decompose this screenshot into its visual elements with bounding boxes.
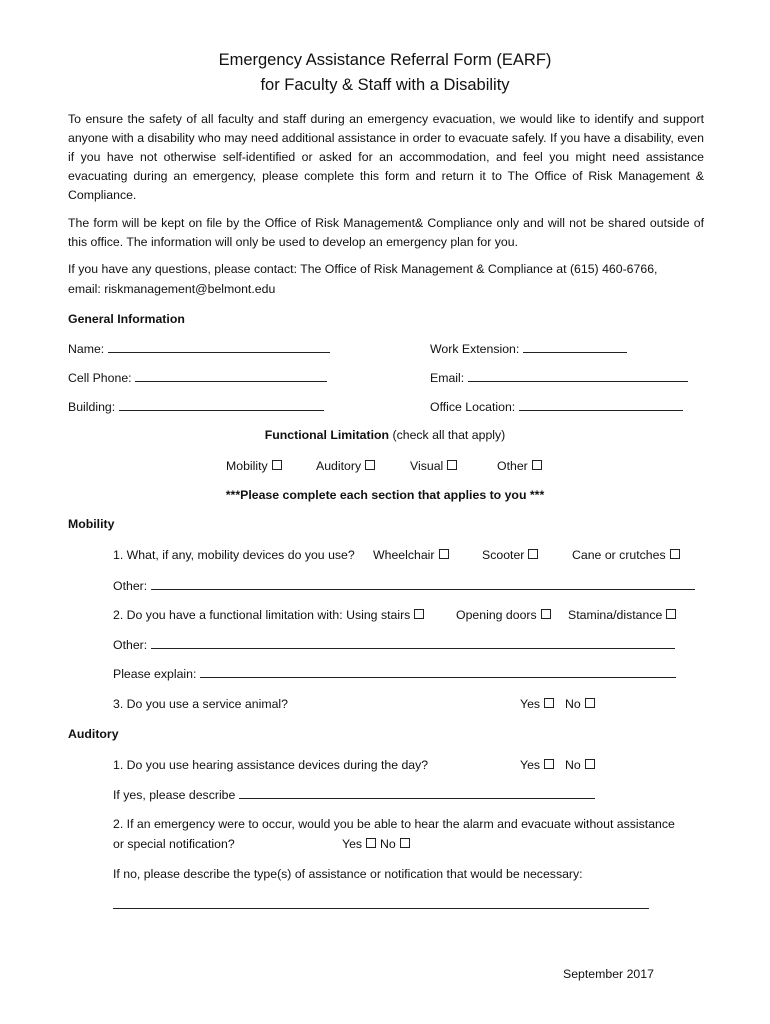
limitation-other-checkbox[interactable] bbox=[532, 460, 542, 470]
stamina-distance-checkbox[interactable] bbox=[666, 609, 676, 619]
auditory-q3-answer-row bbox=[113, 897, 649, 912]
hear-alarm-no-label: No bbox=[380, 837, 396, 851]
contact-line: If you have any questions, please contact: The Office of Risk Management & Compliance at (615) 460-6766, bbox=[68, 262, 658, 276]
mobility-explain-field[interactable] bbox=[200, 666, 676, 678]
mobility-q2-row bbox=[113, 608, 424, 622]
mobility-q1: 1. What, if any, mobility devices do you use? bbox=[113, 548, 355, 562]
scooter-checkbox[interactable] bbox=[528, 549, 538, 559]
hearing-devices-no-label: No bbox=[565, 758, 581, 772]
wheelchair-option[interactable] bbox=[373, 548, 449, 562]
hear-alarm-no-checkbox[interactable] bbox=[400, 838, 410, 848]
intro-paragraph-1: To ensure the safety of all faculty and staff during an emergency evacuation, we would like to identify and support anyone with a disability who may need additional assistance in order to evacuate safely. If you have a disability, even if you have not otherwise self-identified or asked for an accommodation, and feel you might need assistance evacuating during an emergency, please complete this form and return it to The Office of Risk Management & Compliance. bbox=[68, 112, 704, 202]
cell-phone-row bbox=[68, 370, 327, 385]
opening-doors-label: Opening doors bbox=[456, 608, 537, 622]
email-label: Email: bbox=[430, 371, 465, 385]
functional-limitation-heading: Functional Limitation bbox=[264, 428, 390, 442]
auditory-q3-answer-field[interactable] bbox=[113, 897, 649, 909]
office-location-row bbox=[430, 399, 683, 414]
limitation-other-option[interactable] bbox=[497, 459, 542, 473]
using-stairs-checkbox[interactable] bbox=[414, 609, 424, 619]
cell-phone-label: Cell Phone: bbox=[68, 371, 132, 385]
limitation-auditory-option[interactable] bbox=[316, 459, 375, 473]
building-label: Building: bbox=[68, 400, 116, 414]
email-field[interactable] bbox=[468, 370, 688, 382]
work-extension-label: Work Extension: bbox=[430, 342, 520, 356]
building-field[interactable] bbox=[119, 399, 324, 411]
office-location-label: Office Location: bbox=[430, 400, 516, 414]
mobility-explain-label: Please explain: bbox=[113, 667, 197, 681]
email-row bbox=[430, 370, 688, 385]
name-row bbox=[68, 341, 330, 356]
stamina-distance-label: Stamina/distance bbox=[568, 608, 663, 622]
hear-alarm-no-option[interactable] bbox=[380, 837, 410, 851]
functional-limitation-note: (check all that apply) bbox=[392, 428, 506, 442]
form-title-line-1: Emergency Assistance Referral Form (EARF) bbox=[218, 51, 552, 69]
limitation-other-label: Other bbox=[497, 459, 528, 473]
auditory-describe-row bbox=[113, 787, 595, 802]
hearing-devices-yes-label: Yes bbox=[520, 758, 541, 772]
mobility-other2-field[interactable] bbox=[151, 637, 675, 649]
hear-alarm-yes-checkbox[interactable] bbox=[366, 838, 376, 848]
work-extension-row bbox=[430, 341, 627, 356]
hearing-devices-yes-option[interactable] bbox=[520, 758, 554, 772]
cell-phone-field[interactable] bbox=[135, 370, 327, 382]
contact-email: email: riskmanagement@belmont.edu bbox=[68, 282, 276, 296]
mobility-heading: Mobility bbox=[68, 517, 115, 531]
limitation-visual-checkbox[interactable] bbox=[447, 460, 457, 470]
intro-paragraph-2: The form will be kept on file by the Office of Risk Management& Compliance only and will not be shared outside of this office. The information will only be used to develop an emergency plan for you. bbox=[68, 216, 704, 249]
auditory-q2-line-2: or special notification? bbox=[113, 837, 235, 851]
building-row bbox=[68, 399, 324, 414]
auditory-q2-line-1: 2. If an emergency were to occur, would you be able to hear the alarm and evacuate without assistance bbox=[113, 817, 675, 831]
mobility-other2-label: Other: bbox=[113, 638, 148, 652]
hear-alarm-yes-label: Yes bbox=[342, 837, 363, 851]
service-animal-no-option[interactable] bbox=[565, 697, 595, 711]
mobility-q2: 2. Do you have a functional limitation with: Using stairs bbox=[113, 608, 411, 622]
service-animal-no-label: No bbox=[565, 697, 581, 711]
mobility-other2-row bbox=[113, 637, 675, 652]
limitation-visual-label: Visual bbox=[410, 459, 444, 473]
service-animal-yes-checkbox[interactable] bbox=[544, 698, 554, 708]
limitation-auditory-label: Auditory bbox=[316, 459, 362, 473]
footer-date: September 2017 bbox=[563, 967, 654, 981]
service-animal-no-checkbox[interactable] bbox=[585, 698, 595, 708]
cane-crutches-label: Cane or crutches bbox=[572, 548, 666, 562]
limitation-mobility-checkbox[interactable] bbox=[272, 460, 282, 470]
service-animal-yes-option[interactable] bbox=[520, 697, 554, 711]
hearing-devices-yes-checkbox[interactable] bbox=[544, 759, 554, 769]
auditory-heading: Auditory bbox=[68, 727, 119, 741]
limitation-mobility-label: Mobility bbox=[226, 459, 268, 473]
cane-crutches-checkbox[interactable] bbox=[670, 549, 680, 559]
auditory-describe-label: If yes, please describe bbox=[113, 788, 236, 802]
general-info-heading: General Information bbox=[68, 312, 185, 326]
auditory-describe-field[interactable] bbox=[239, 787, 595, 799]
wheelchair-checkbox[interactable] bbox=[439, 549, 449, 559]
mobility-explain-row bbox=[113, 666, 676, 681]
limitation-visual-option[interactable] bbox=[410, 459, 457, 473]
hearing-devices-no-checkbox[interactable] bbox=[585, 759, 595, 769]
mobility-other-row bbox=[113, 578, 695, 593]
work-extension-field[interactable] bbox=[523, 341, 627, 353]
mobility-other-field[interactable] bbox=[151, 578, 695, 590]
name-label: Name: bbox=[68, 342, 105, 356]
opening-doors-checkbox[interactable] bbox=[541, 609, 551, 619]
hearing-devices-no-option[interactable] bbox=[565, 758, 595, 772]
scooter-option[interactable] bbox=[482, 548, 538, 562]
mobility-q3: 3. Do you use a service animal? bbox=[113, 697, 288, 711]
limitation-auditory-checkbox[interactable] bbox=[365, 460, 375, 470]
mobility-other-label: Other: bbox=[113, 579, 148, 593]
cane-crutches-option[interactable] bbox=[572, 548, 680, 562]
hear-alarm-yes-option[interactable] bbox=[342, 837, 376, 851]
form-title-line-2: for Faculty & Staff with a Disability bbox=[260, 76, 510, 94]
scooter-label: Scooter bbox=[482, 548, 525, 562]
office-location-field[interactable] bbox=[519, 399, 683, 411]
functional-limitation-heading-row bbox=[0, 428, 770, 442]
name-field[interactable] bbox=[108, 341, 330, 353]
service-animal-yes-label: Yes bbox=[520, 697, 541, 711]
wheelchair-label: Wheelchair bbox=[373, 548, 435, 562]
opening-doors-option[interactable] bbox=[456, 608, 551, 622]
stamina-distance-option[interactable] bbox=[568, 608, 676, 622]
auditory-q1: 1. Do you use hearing assistance devices during the day? bbox=[113, 758, 429, 772]
limitation-mobility-option[interactable] bbox=[226, 459, 282, 473]
auditory-q3: If no, please describe the type(s) of assistance or notification that would be necessary: bbox=[113, 867, 583, 881]
section-instruction: ***Please complete each section that applies to you *** bbox=[225, 488, 545, 502]
